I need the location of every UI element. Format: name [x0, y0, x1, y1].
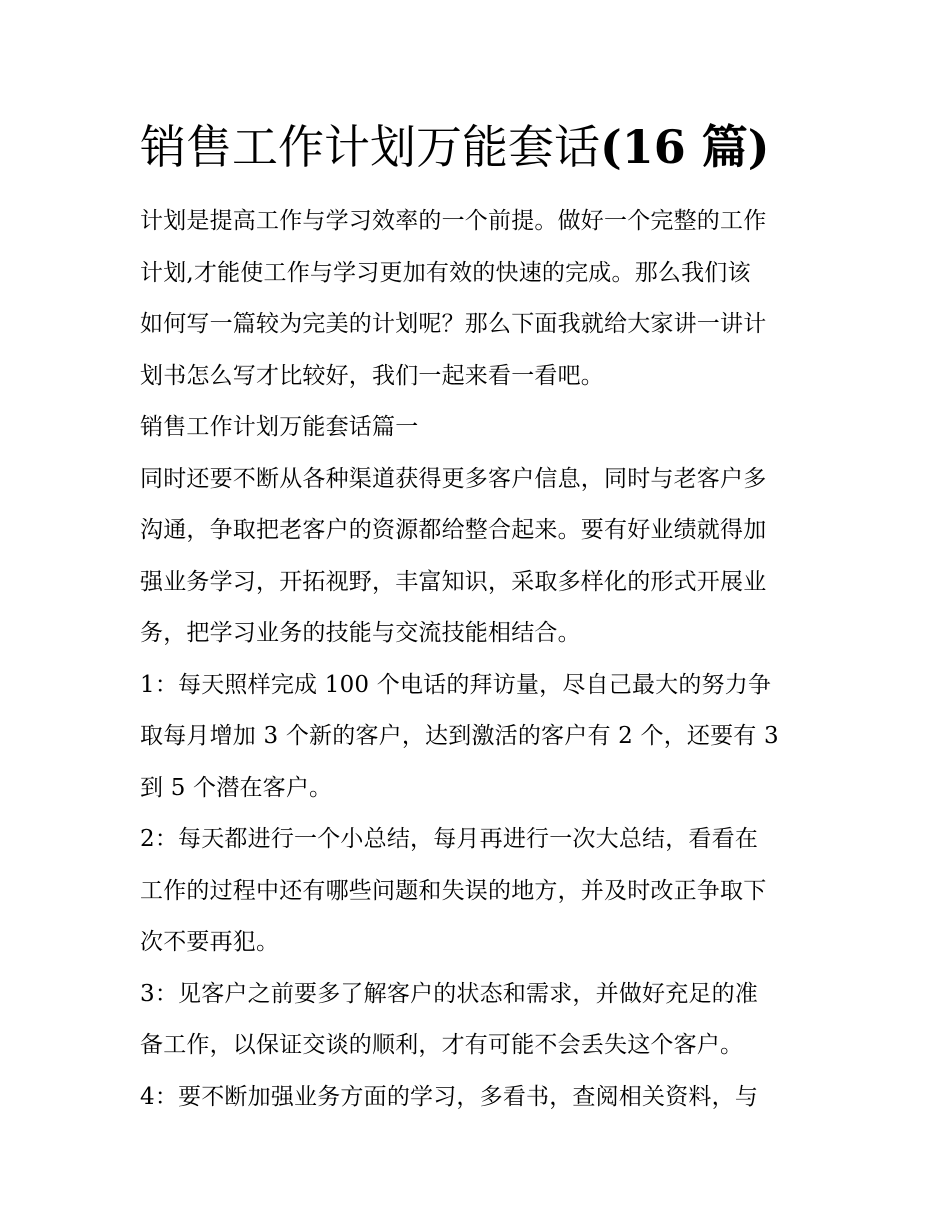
text-line: 3：见客户之前要多了解客户的状态和需求，并做好充足的准 — [140, 980, 759, 1007]
body-paragraph — [140, 454, 820, 660]
list-item-2 — [140, 814, 820, 969]
text-line: 强业务学习，开拓视野，丰富知识，采取多样化的形式开展业 — [140, 568, 767, 595]
text-line: 1：每天照样完成 100 个电话的拜访量，尽自己最大的努力争 — [140, 671, 772, 698]
text-line: 务，把学习业务的技能与交流技能相结合。 — [140, 620, 581, 646]
document-title — [140, 112, 840, 182]
text-line: 2：每天都进行一个小总结，每月再进行一次大总结，看看在 — [140, 826, 759, 852]
text-line: 计划是提高工作与学习效率的一个前提。做好一个完整的工作 — [140, 208, 767, 234]
list-item-3 — [140, 969, 820, 1072]
document-title-main: 销售工作计划万能套话 — [140, 120, 600, 174]
text-line: 到 5 个潜在客户。 — [140, 774, 333, 801]
text-line: 销售工作计划万能套话篇一 — [140, 414, 419, 440]
text-line: 计划,才能使工作与学习更加有效的快速的完成。那么我们该 — [140, 259, 751, 286]
list-item-1 — [140, 660, 820, 815]
section-heading — [140, 402, 820, 454]
intro-paragraph — [140, 196, 820, 402]
text-line: 取每月增加 3 个新的客户，达到激活的客户有 2 个，还要有 3 — [140, 723, 779, 749]
text-line: 沟通，争取把老客户的资源都给整合起来。要有好业绩就得加 — [140, 517, 767, 543]
text-line: 如何写一篇较为完美的计划呢？那么下面我就给大家讲一讲计 — [140, 311, 767, 337]
document-title-suffix: (16 篇) — [600, 120, 770, 174]
text-line: 工作的过程中还有哪些问题和失误的地方，并及时改正争取下 — [140, 877, 767, 904]
text-line: 4：要不断加强业务方面的学习，多看书，查阅相关资料，与 — [140, 1083, 759, 1110]
list-item-4 — [140, 1072, 820, 1124]
document-body — [140, 196, 820, 1123]
text-line: 次不要再犯。 — [140, 929, 280, 955]
text-line: 备工作，以保证交谈的顺利，才有可能不会丢失这个客户。 — [140, 1032, 744, 1058]
text-line: 同时还要不断从各种渠道获得更多客户信息，同时与老客户多 — [140, 465, 767, 492]
text-line: 划书怎么写才比较好，我们一起来看一看吧。 — [140, 362, 604, 389]
